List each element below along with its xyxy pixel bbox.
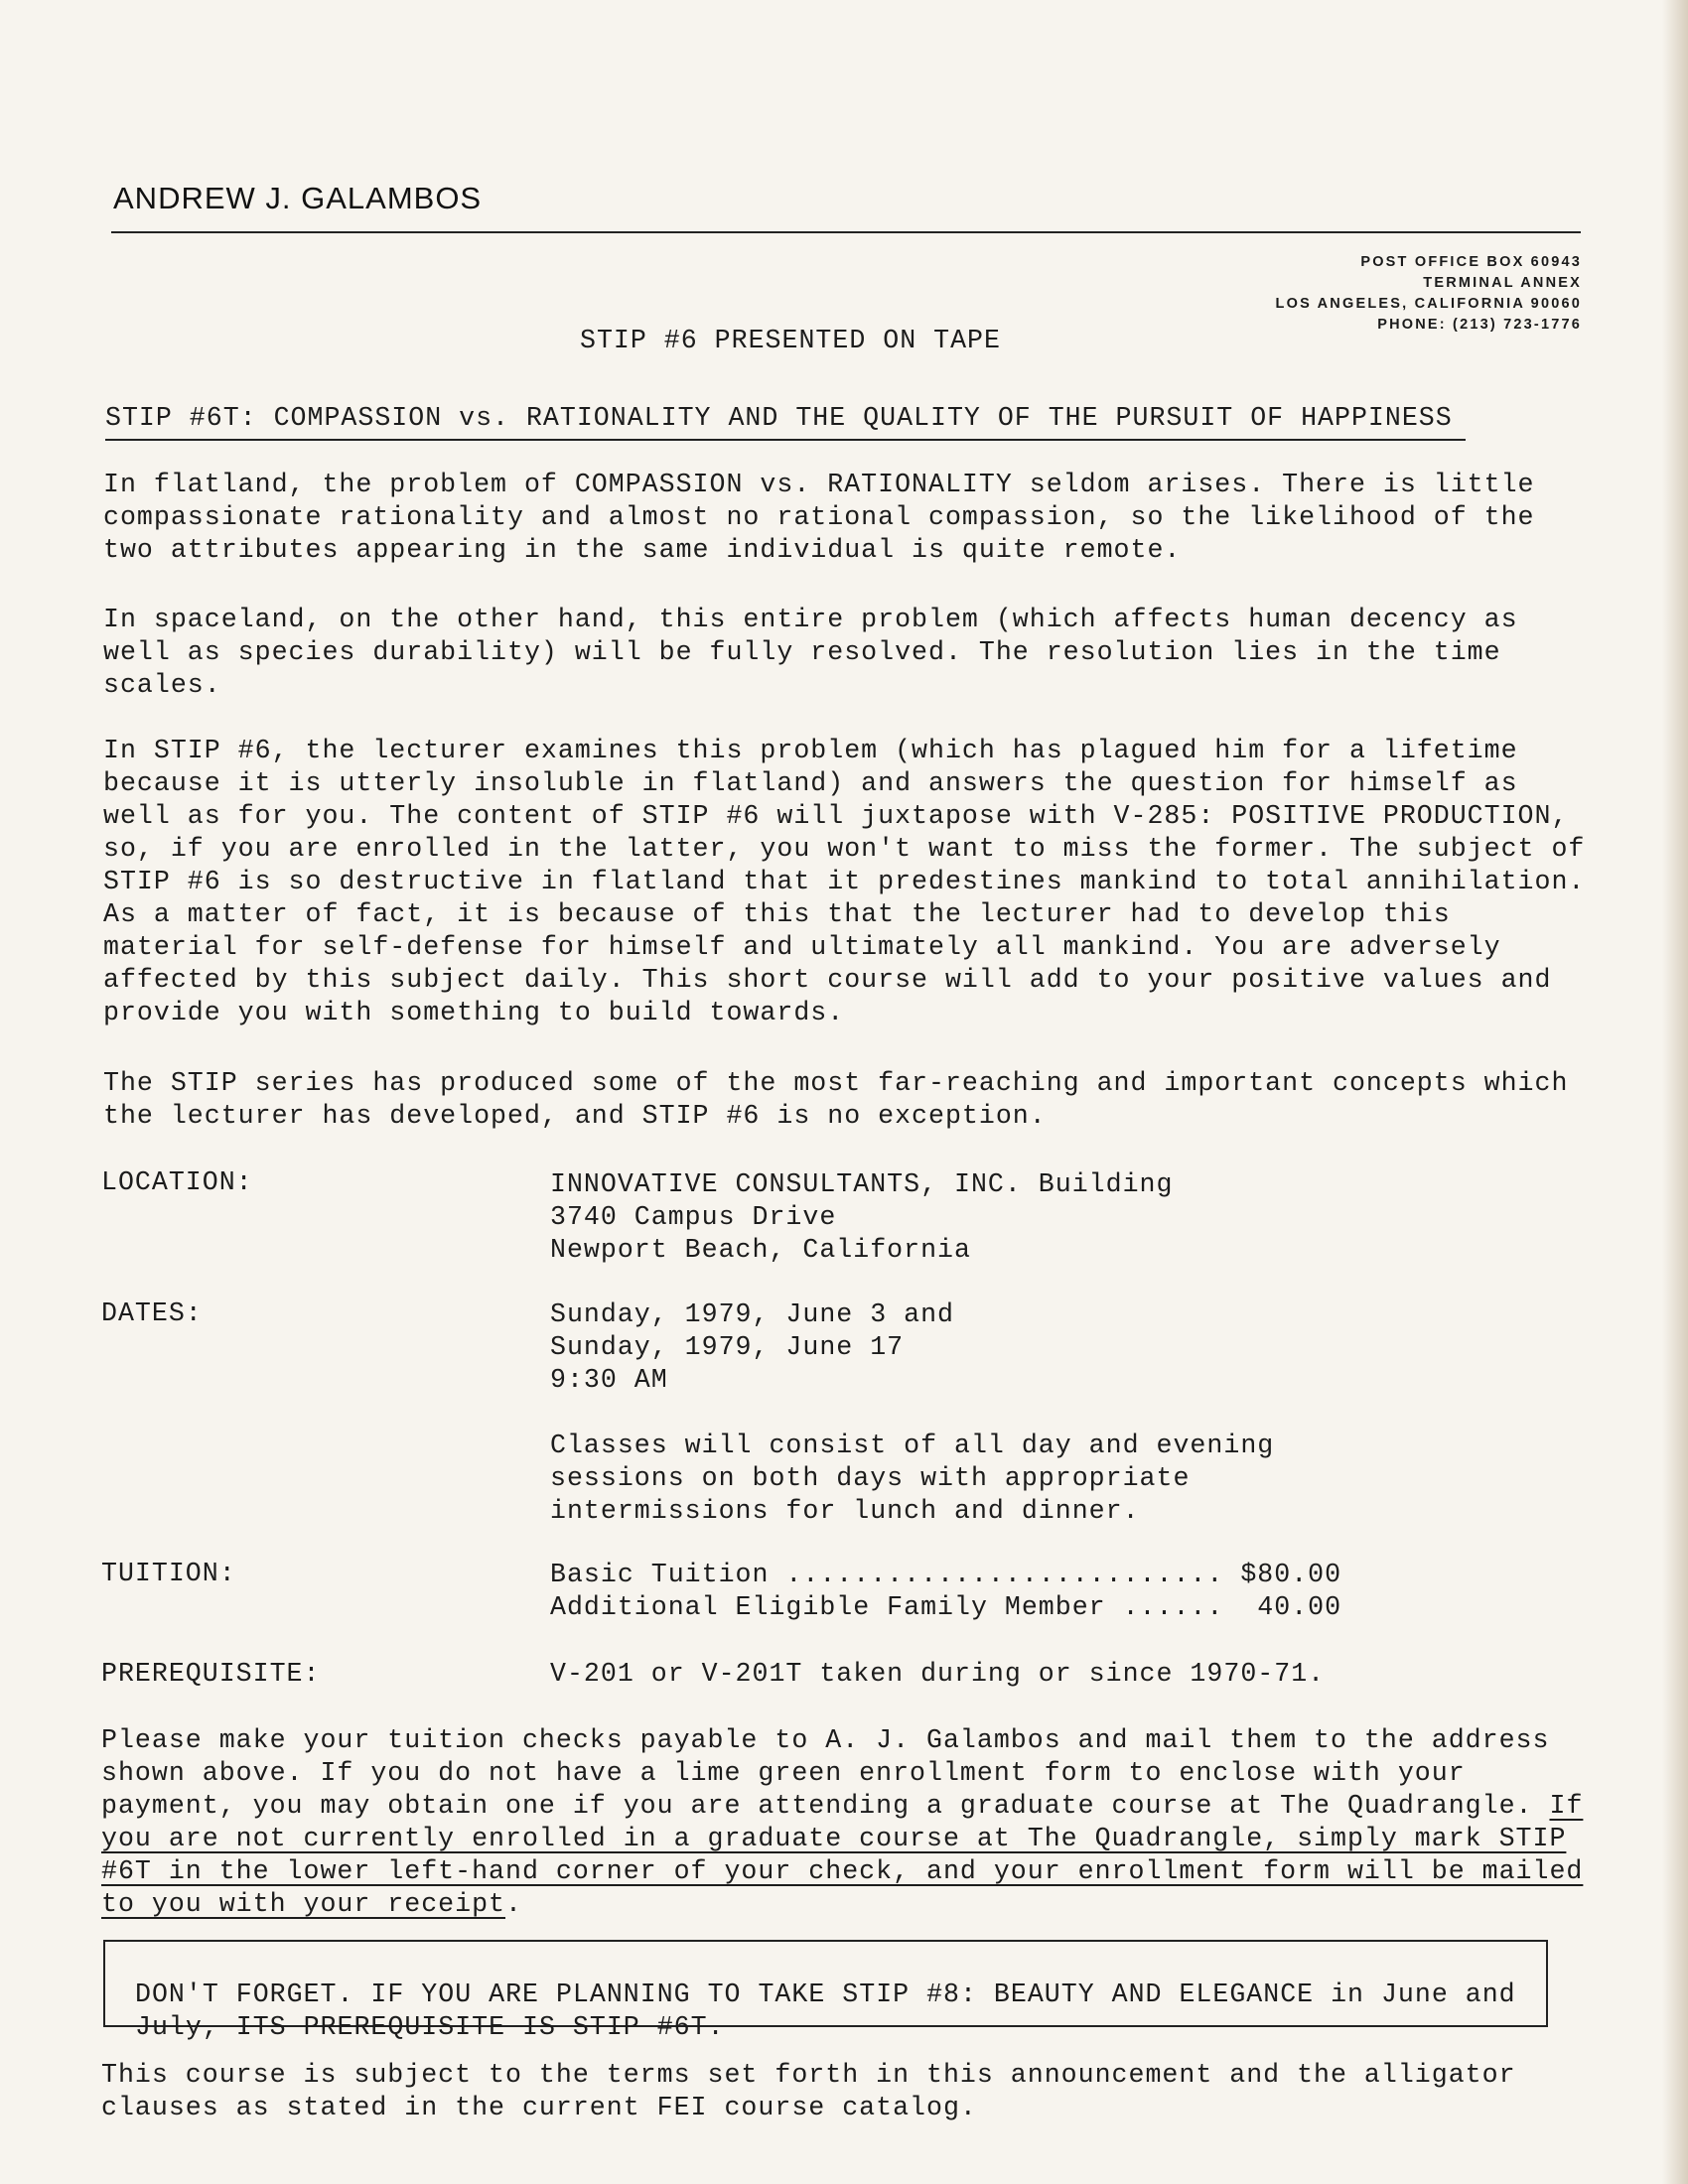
date-line: Sunday, 1979, June 3 and <box>550 1299 955 1329</box>
course-description-paragraph: In STIP #6, the lecturer examines this problem (which has plagued him for a lifetime because it is utterly insoluble in flatland) and answers the question for himself as well as for you. The content of STIP #6 will juxtapose with V-285: POSITIVE PRODUCTION, so, if you are enrolled in the latter, you won't want to miss the former. The subject of STIP #6 is so destructive in flatland that it predestines mankind to total annihilation. As a matter of fact, it is because of this that the lecturer had to develop this material for self-defense for himself and ultimately all mankind. You are adversely affected by this subject daily. This short course will add to your positive values and provide you with something to build towards. <box>103 736 1586 1027</box>
letterhead-address <box>1276 252 1582 336</box>
prerequisite-label: PREREQUISITE: <box>101 1659 321 1689</box>
tuition-row <box>550 1591 1341 1624</box>
tuition-item-amount: 40.00 <box>1257 1592 1342 1622</box>
letterhead-divider <box>111 231 1581 233</box>
dates-label: DATES: <box>101 1298 203 1328</box>
location-line: Newport Beach, California <box>550 1235 971 1265</box>
tuition-table <box>550 1559 1341 1624</box>
prerequisite-value: V-201 or V-201T taken during or since 1970-71. <box>550 1659 1326 1689</box>
payment-instructions: Please make your tuition checks payable to A. J. Galambos and mail them to the address shown above. If you do not have a lime green enrollment form to enclose with your payment, you may obtain one if you are attending a graduate course at The Quadrangle. <box>101 1725 1550 1821</box>
sessions-note: Classes will consist of all day and evening sessions on both days with appropriate intermissions for lunch and dinner. <box>550 1431 1275 1526</box>
date-line: Sunday, 1979, June 17 <box>550 1332 905 1362</box>
tuition-row <box>550 1559 1341 1591</box>
phone-line: PHONE: (213) 723-1776 <box>1377 317 1582 333</box>
tuition-label: TUITION: <box>101 1559 236 1588</box>
page-heading: STIP #6 PRESENTED ON TAPE <box>580 326 1001 355</box>
location-line: 3740 Campus Drive <box>550 1202 837 1232</box>
stip-series-paragraph: The STIP series has produced some of the most far-reaching and important concepts which the lecturer has developed, and STIP #6 is no exception. <box>103 1068 1569 1131</box>
tuition-item-label: Additional Eligible Family Member ...... <box>550 1592 1224 1622</box>
tuition-item-amount: $80.00 <box>1240 1560 1342 1589</box>
notice-text: DON'T FORGET. IF YOU ARE PLANNING TO TAKE STIP #8: BEAUTY AND ELEGANCE in June and July, ITS PREREQUISITE IS STIP #6T. <box>135 1979 1516 2042</box>
address-line: LOS ANGELES, CALIFORNIA 90060 <box>1275 296 1582 312</box>
intro-paragraph: In flatland, the problem of COMPASSION vs. RATIONALITY seldom arises. There is little compassionate rationality and almost no rational compassion, so the likelihood of the two attributes appearing in the same individual is quite remote. <box>103 470 1535 565</box>
address-line: TERMINAL ANNEX <box>1423 275 1582 291</box>
location-label: LOCATION: <box>101 1167 253 1197</box>
letterhead-name: ANDREW J. GALAMBOS <box>113 181 483 215</box>
location-value <box>550 1168 1173 1267</box>
location-line: INNOVATIVE CONSULTANTS, INC. Building <box>550 1169 1174 1199</box>
prerequisite-notice-box <box>103 1940 1548 2042</box>
time-line: 9:30 AM <box>550 1365 668 1395</box>
footer-terms: This course is subject to the terms set forth in this announcement and the alligator clauses as stated in the current FEI course catalog. <box>101 2060 1516 2122</box>
payment-underlined-instructions: If you are not currently enrolled in a graduate course at The Quadrangle, simply mark STIP #6T in the lower left-hand corner of your check, and your enrollment form will be mailed to you with your receipt <box>101 1791 1584 1919</box>
tuition-item-label: Basic Tuition .......................... <box>550 1560 1224 1589</box>
spaceland-paragraph: In spaceland, on the other hand, this entire problem (which affects human decency as well as species durability) will be fully resolved. The resolution lies in the time scales. <box>103 605 1518 700</box>
payment-end-period: . <box>505 1889 522 1919</box>
dates-value <box>550 1298 954 1397</box>
page-edge-shadow <box>1662 0 1688 2184</box>
payment-paragraph <box>101 1724 1591 1921</box>
address-line: POST OFFICE BOX 60943 <box>1360 254 1582 270</box>
course-title: STIP #6T: COMPASSION vs. RATIONALITY AND THE QUALITY OF THE PURSUIT OF HAPPINESS <box>105 402 1466 441</box>
